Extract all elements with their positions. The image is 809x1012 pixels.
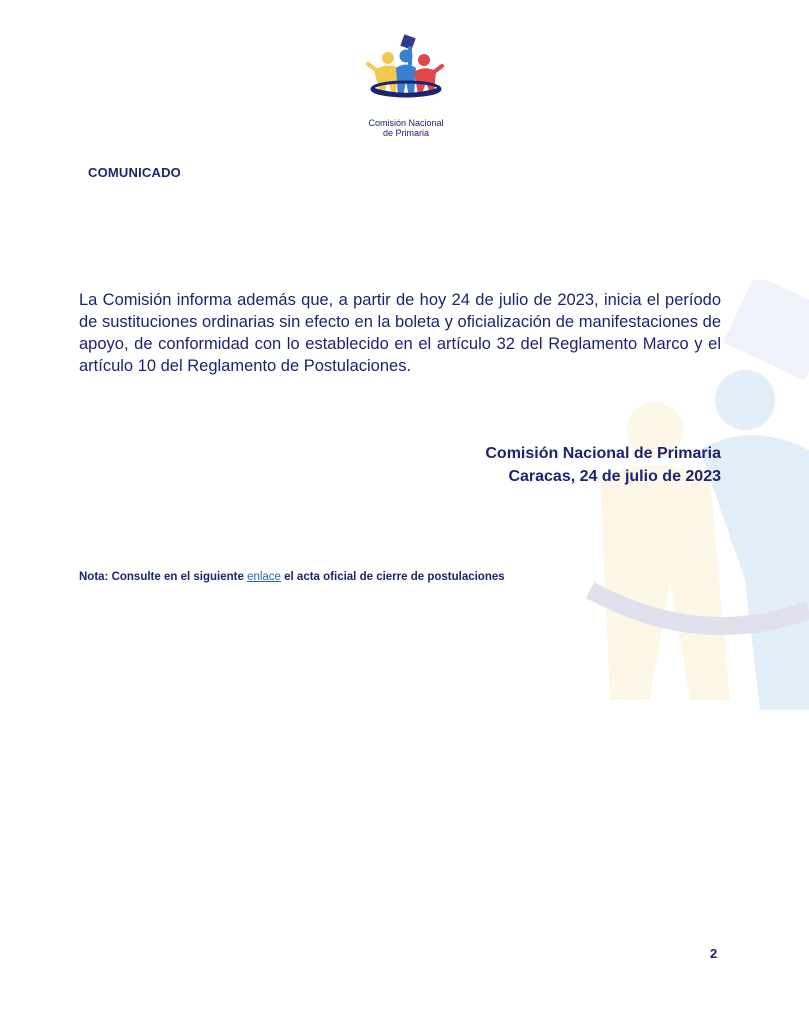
body-paragraph: La Comisión informa además que, a partir de hoy 24 de julio de 2023, inicia el período de sustituciones ordinarias sin efecto en la boleta y oficialización de manifestaciones de apoyo, de conformidad con lo establecido en el artículo 32 del Reglamento Marco y el artículo 10 del Reglamento de Postulaciones.	[79, 291, 721, 375]
note-prefix: Nota: Consulte en el siguiente	[79, 571, 248, 583]
page-number: 2	[710, 946, 718, 961]
footnote	[79, 571, 505, 583]
logo-figures-icon	[366, 34, 446, 116]
signature-organization: Comisión Nacional de Primaria	[485, 445, 721, 462]
organization-logo	[362, 34, 450, 144]
logo-text-line1: Comisión Nacional	[368, 118, 444, 128]
logo-text	[362, 118, 450, 138]
document-heading: COMUNICADO	[88, 165, 181, 180]
signature-block	[485, 442, 721, 488]
signature-place-date: Caracas, 24 de julio de 2023	[508, 468, 721, 485]
logo-text-line2: de Primaria	[382, 128, 429, 138]
enlace-link[interactable]: enlace	[247, 571, 281, 583]
note-suffix: el acta oficial de cierre de postulaciones	[280, 571, 505, 583]
